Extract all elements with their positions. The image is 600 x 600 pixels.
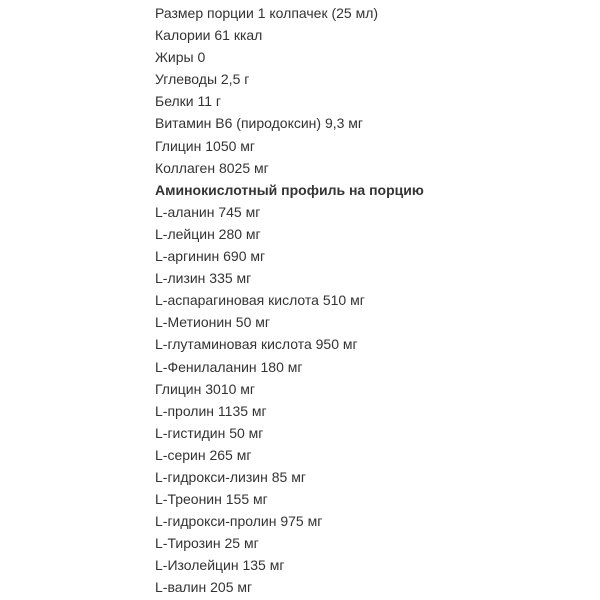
amino-acid-item: L-гидрокси-пролин 975 мг — [155, 513, 323, 530]
amino-acid-item: L-лизин 335 мг — [155, 270, 252, 287]
collagen-text: Коллаген 8025 мг — [155, 159, 269, 176]
amino-acid-item: L-Треонин 155 мг — [155, 491, 268, 508]
amino-acid-item: L-Метионин 50 мг — [155, 314, 270, 331]
amino-acid-item: L-пролин 1135 мг — [155, 402, 267, 419]
amino-profile-heading: Аминокислотный профиль на порцию — [155, 181, 424, 198]
amino-acid-item: L-Изолейцин 135 мг — [155, 557, 285, 574]
vitamin-b6-text: Витамин B6 (пиродоксин) 9,3 мг — [155, 115, 364, 132]
amino-acid-item: L-аспарагиновая кислота 510 мг — [155, 292, 365, 309]
amino-acid-item: L-серин 265 мг — [155, 446, 252, 463]
amino-acid-item: L-гистидин 50 мг — [155, 424, 264, 441]
fat-text: Жиры 0 — [155, 49, 206, 66]
amino-acid-item: L-Тирозин 25 мг — [155, 535, 259, 552]
amino-acid-item: L-гидрокси-лизин 85 мг — [155, 468, 306, 485]
amino-acid-item: L-аргинин 690 мг — [155, 248, 266, 265]
nutrition-facts-list — [155, 2, 424, 599]
carbs-text: Углеводы 2,5 г — [155, 71, 250, 88]
amino-acid-item: L-глутаминовая кислота 950 мг — [155, 336, 358, 353]
calories-text: Калории 61 ккал — [155, 27, 263, 44]
glycine-text: Глицин 1050 мг — [155, 137, 256, 154]
amino-acid-item: L-Фенилаланин 180 мг — [155, 358, 303, 375]
amino-acid-item: L-аланин 745 мг — [155, 203, 261, 220]
amino-acid-item: L-валин 205 мг — [155, 579, 253, 596]
amino-acid-item: L-лейцин 280 мг — [155, 225, 261, 242]
serving-size-text: Размер порции 1 колпачек (25 мл) — [155, 5, 379, 21]
protein-text: Белки 11 г — [155, 93, 222, 110]
amino-acid-item: Глицин 3010 мг — [155, 380, 256, 397]
